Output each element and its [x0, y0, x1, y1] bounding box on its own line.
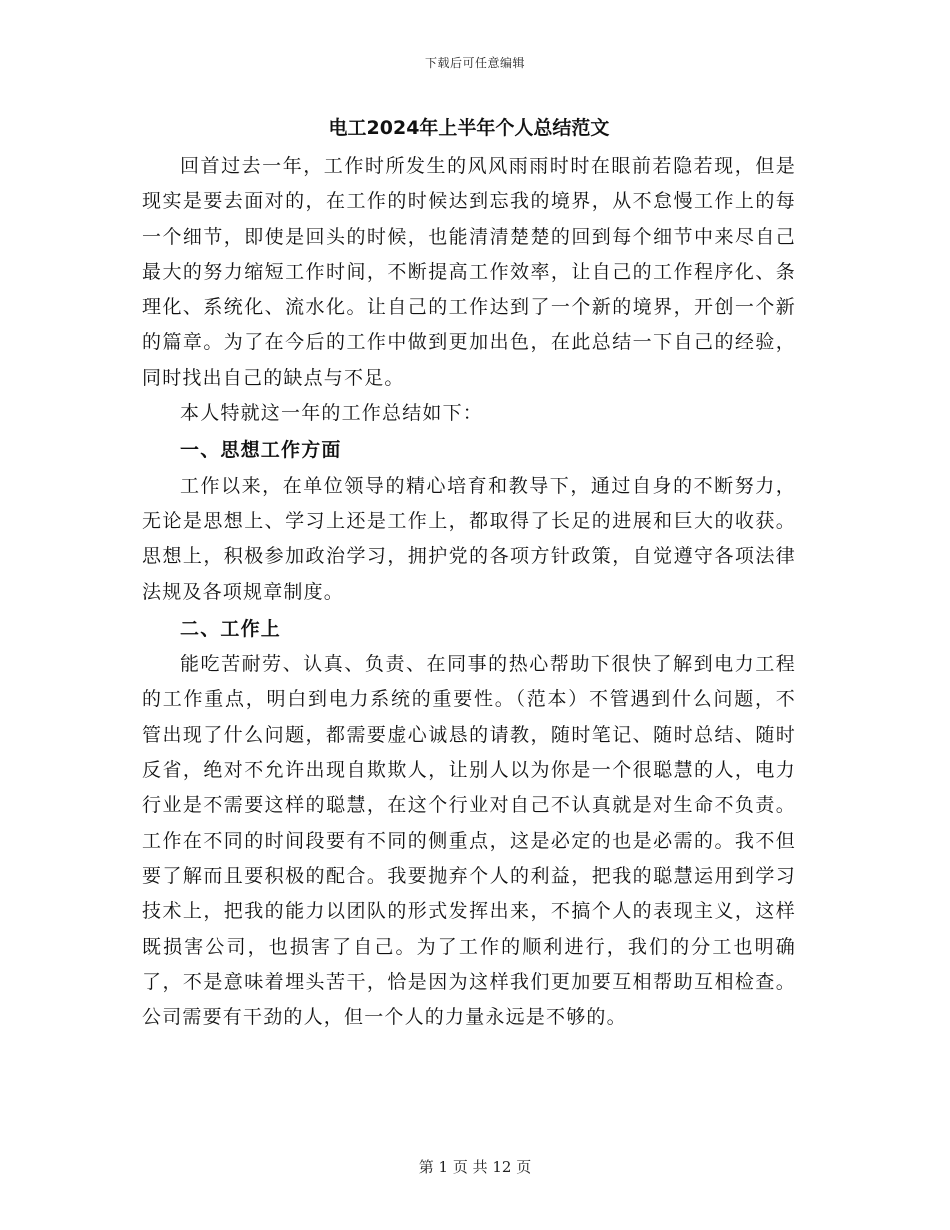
- lead-in-paragraph: 本人特就这一年的工作总结如下：: [180, 402, 484, 425]
- document-body: [142, 112, 796, 1035]
- section-paragraph-thought: 工作以来，在单位领导的精心培育和教导下，通过自身的不断努力，无论是思想上、学习上还是工作上，都取得了长足的进展和巨大的收获。思想上，积极参加政治学习，拥护党的各项方针政策，自觉遵守各项法律法规及各项规章制度。: [142, 474, 796, 603]
- intro-paragraph: 回首过去一年，工作时所发生的风风雨雨时时在眼前若隐若现，但是现实是要去面对的，在工作的时候达到忘我的境界，从不怠慢工作上的每一个细节，即使是回头的时候，也能清清楚楚的回到每个细节中来尽自己最大的努力缩短工作时间，不断提高工作效率，让自己的工作程序化、条理化、系统化、流水化。让自己的工作达到了一个新的境界，开创一个新的篇章。为了在今后的工作中做到更加出色，在此总结一下自己的经验，同时找出自己的缺点与不足。: [142, 155, 796, 389]
- section-heading-thought: 一、思想工作方面: [180, 439, 342, 462]
- page-number: 第 1 页 共 12 页: [418, 1158, 532, 1176]
- section-paragraph-work: 能吃苦耐劳、认真、负责、在同事的热心帮助下很快了解到电力工程的工作重点，明白到电力系统的重要性。（范本）不管遇到什么问题，不管出现了什么问题，都需要虚心诚恳的请教，随时笔记、随时总结、随时反省，绝对不允许出现自欺欺人，让别人以为你是一个很聪慧的人，电力行业是不需要这样的聪慧，在这个行业对自己不认真就是对生命不负责。工作在不同的时间段要有不同的侧重点，这是必定的也是必需的。我不但要了解而且要积极的配合。我要抛弃个人的利益，把我的聪慧运用到学习技术上，把我的能力以团队的形式发挥出来，不搞个人的表现主义，这样既损害公司，也损害了自己。为了工作的顺利进行，我们的分工也明确了，不是意味着埋头苦干，恰是因为这样我们更加要互相帮助互相检查。公司需要有干劲的人，但一个人的力量永远是不够的。: [142, 653, 796, 1029]
- document-title: 电工2024年上半年个人总结范文: [328, 117, 610, 139]
- header-note: 下载后可任意编辑: [424, 56, 525, 70]
- section-heading-work: 二、工作上: [180, 617, 282, 640]
